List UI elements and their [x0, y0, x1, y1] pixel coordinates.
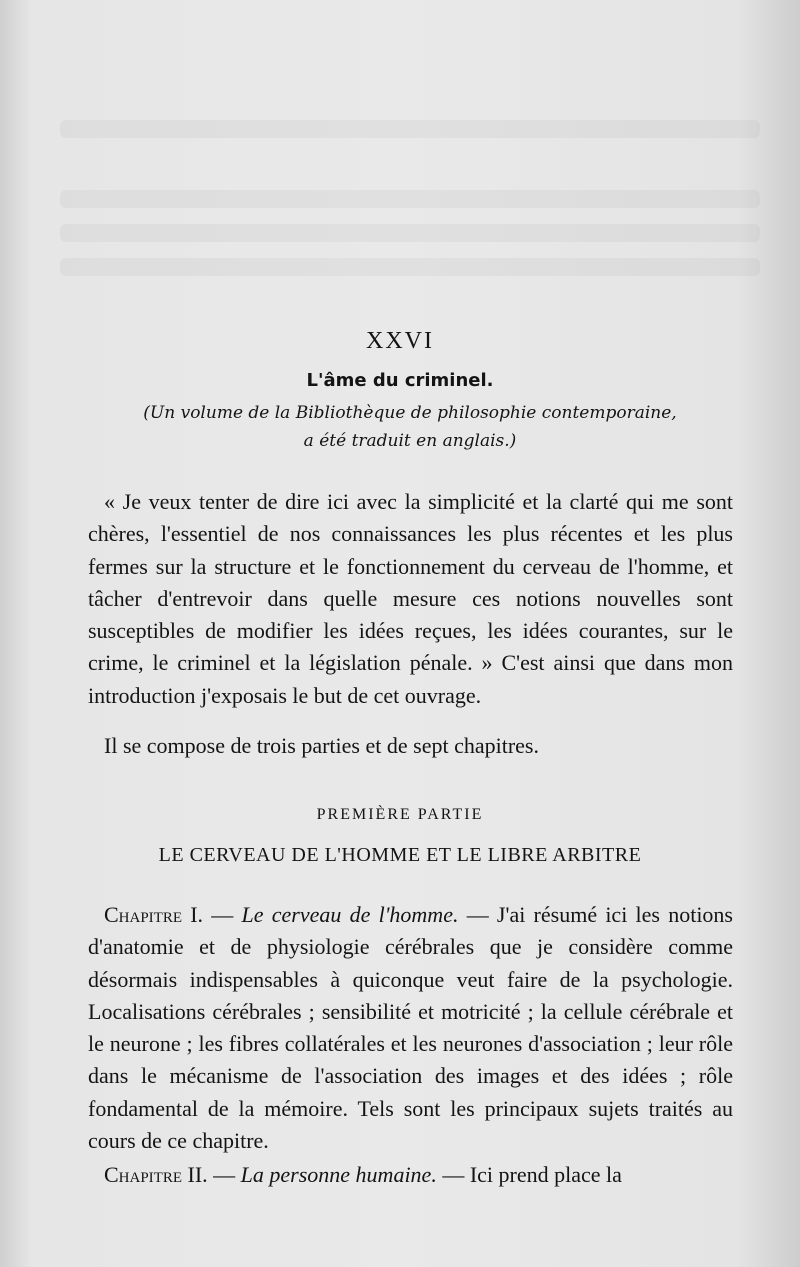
chapter-label: Chapitre II. [104, 1162, 208, 1187]
section-number: XXVI [366, 328, 434, 354]
intro-paragraph: « Je veux tenter de dire ici avec la simplicité et la clarté qui me sont chères, l'essentiel de nos connaissances les plus récentes et les plus fermes sur la structure et le fonctionnement du cerveau de l'homme, et tâcher d'entrevoir dans quelle mesure ces notions nouvelles sont susceptibles de modifier les idées reçues, les idées courantes, sur le crime, le criminel et la législation pénale. » C'est ainsi que dans mon introduction j'exposais le but de cet ouvrage. [88, 489, 733, 708]
part-title: LE CERVEAU DE L'HOMME ET LE LIBRE ARBITRE [158, 844, 642, 866]
section-subtitle [90, 399, 730, 455]
section-subtitle-line: a été traduit en anglais.) [303, 431, 517, 451]
chapter-label: Chapitre I. [104, 902, 204, 927]
chapter-paragraph [88, 1159, 733, 1191]
chapter-title: Le cerveau de l'homme. [241, 902, 459, 927]
chapter-dash: — [207, 1162, 241, 1187]
chapter-title: La personne humaine. [240, 1162, 437, 1187]
chapter-dash: — [203, 902, 242, 927]
chapter-body: — J'ai résumé ici les notions d'anatomie et de physiologie cérébrales que je considère comme désormais indispensables à quiconque veut faire de la psychologie. Localisations cérébrales ; sensibilité et motricité ; la cellule cérébrale et le neurone ; les fibres collatérales et les neurones d'association ; leur rôle dans le mécanisme de l'association des images et des idées ; rôle fondamental de la mémoire. Tels sont les principaux sujets traités au cours de ce chapitre. [88, 902, 733, 1154]
bleed-through-shadow [60, 190, 760, 208]
intro-paragraph: Il se compose de trois parties et de sept chapitres. [104, 733, 539, 758]
chapter-body: — Ici prend place la [436, 1162, 622, 1187]
bleed-through-shadow [60, 120, 760, 138]
bleed-through-shadow [60, 258, 760, 276]
chapter-paragraph [88, 899, 733, 1157]
section-title: L'âme du criminel. [306, 370, 494, 391]
section-subtitle-line: (Un volume de la Bibliothèque de philosophie contemporaine, [143, 403, 677, 423]
part-label: PREMIÈRE PARTIE [316, 806, 484, 823]
bleed-through-shadow [60, 224, 760, 242]
